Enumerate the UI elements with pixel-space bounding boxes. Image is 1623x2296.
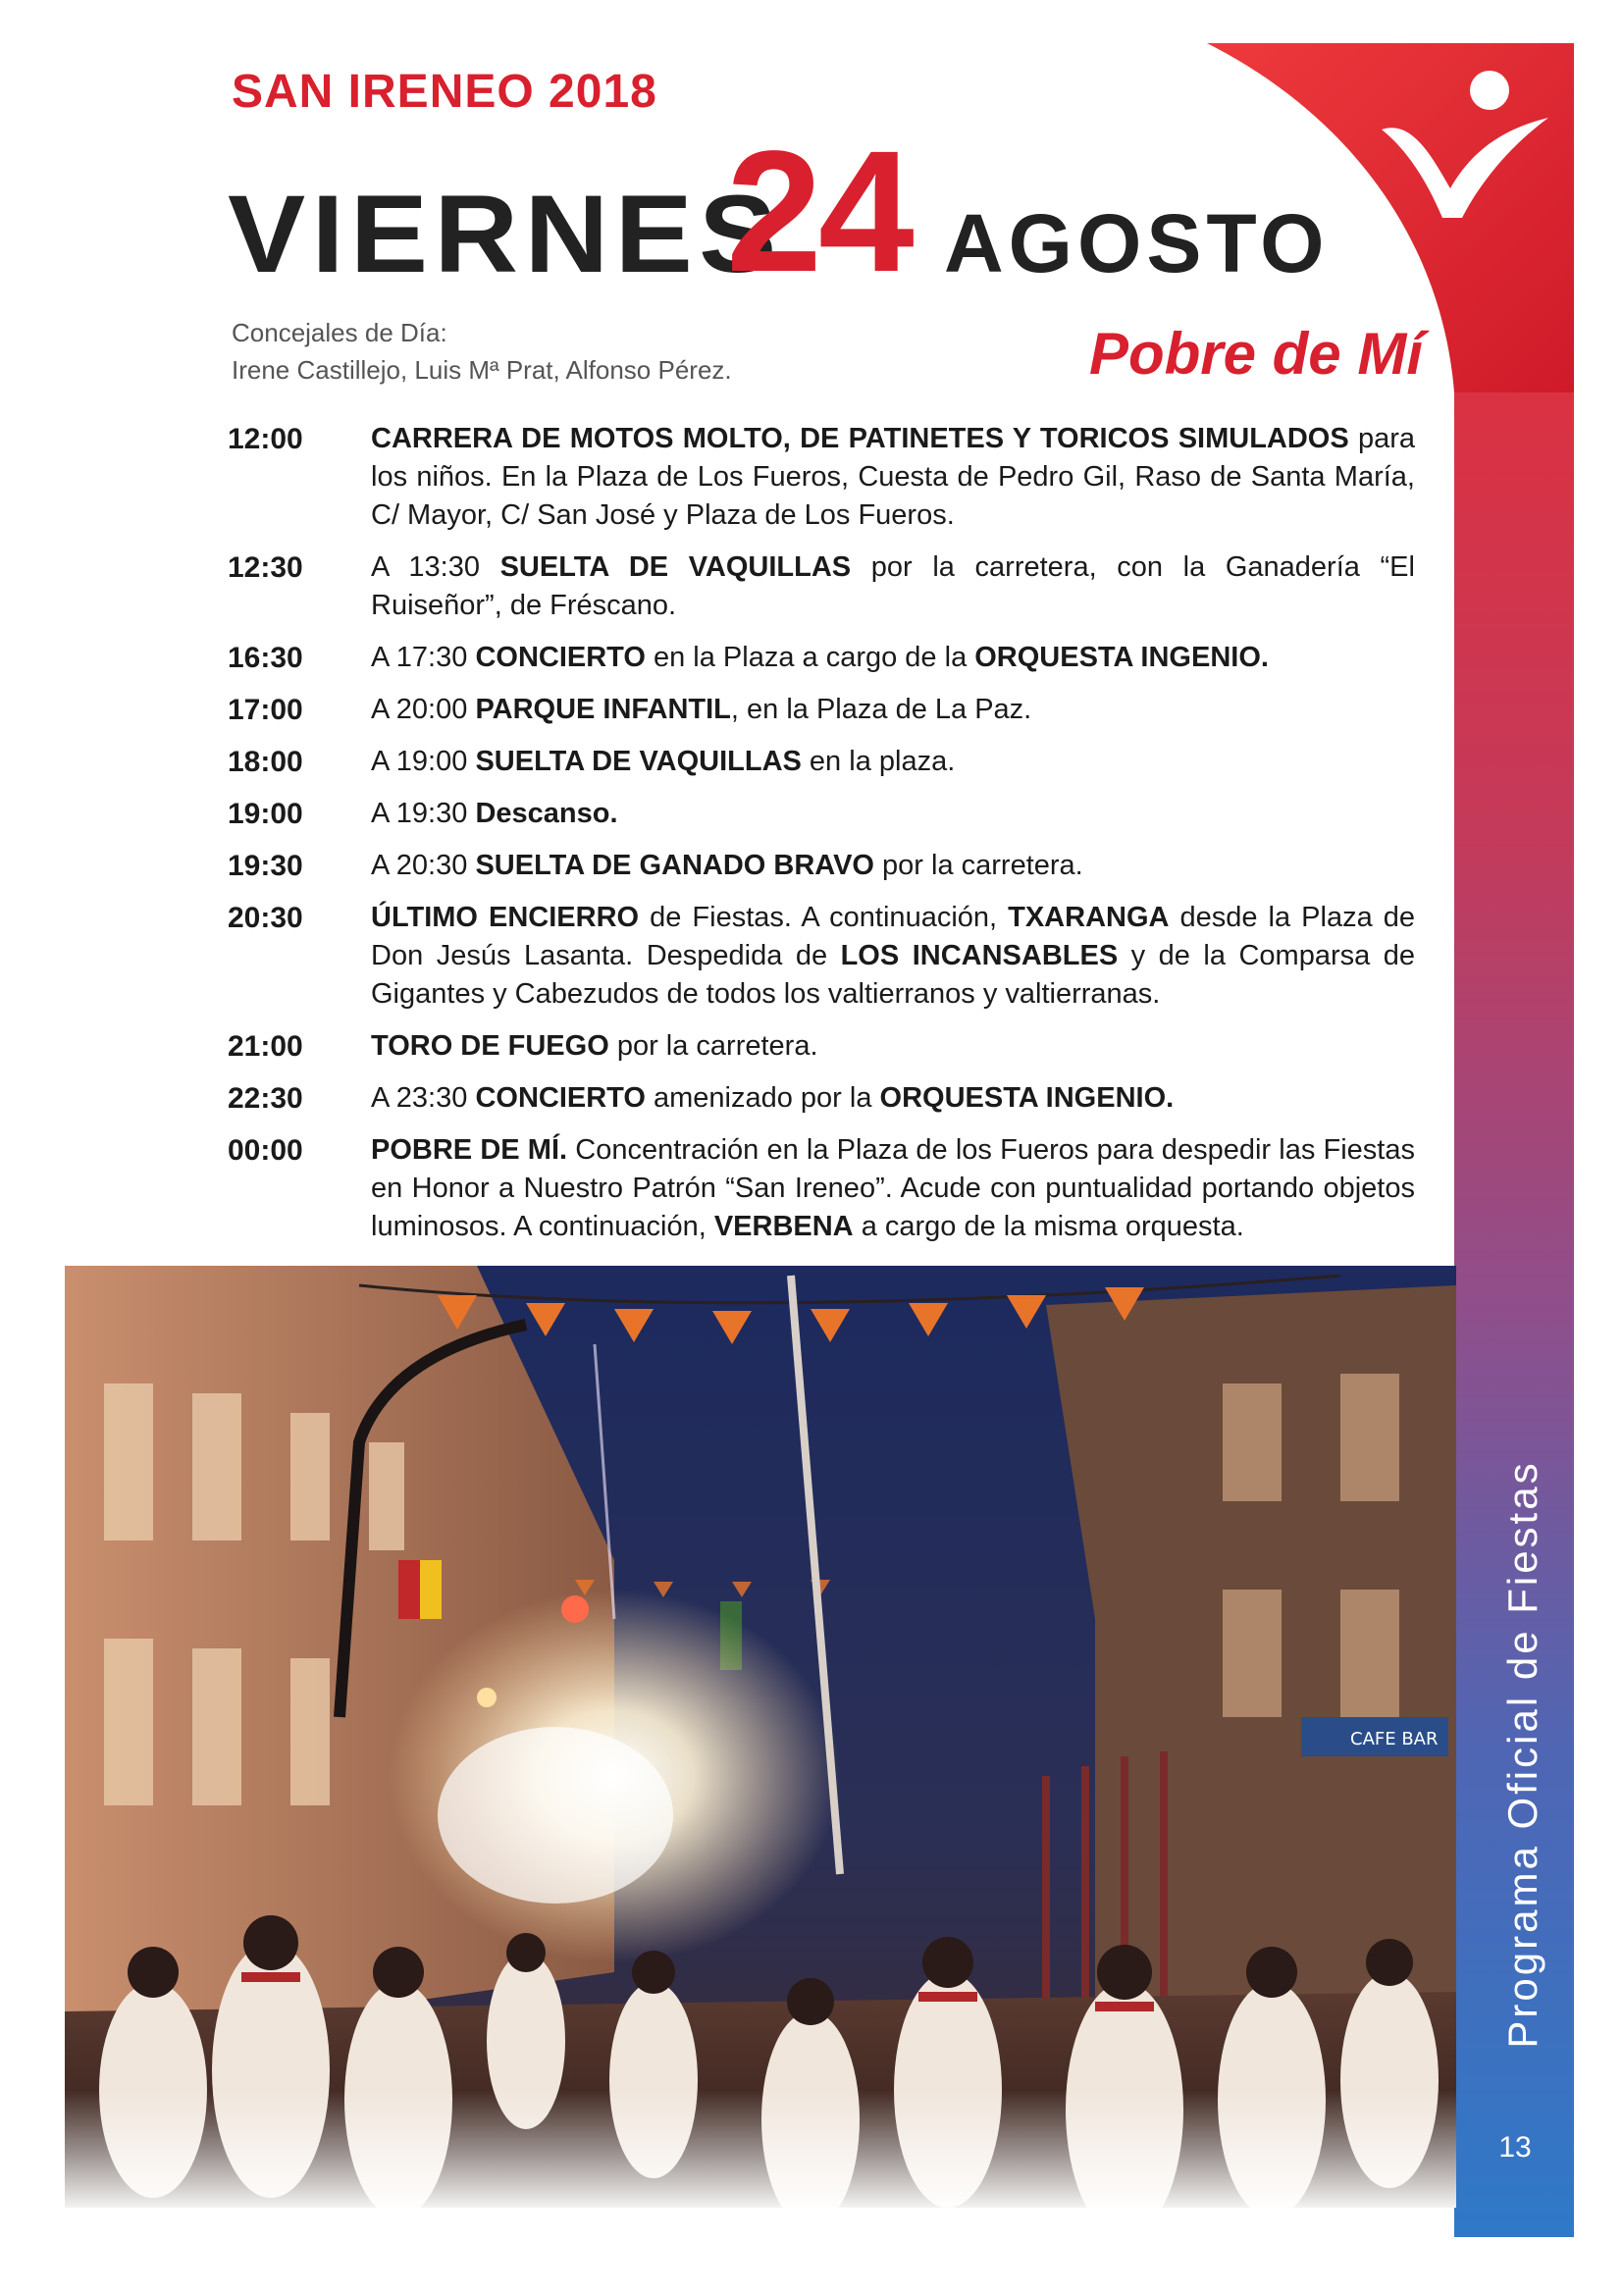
highlight-text: ORQUESTA INGENIO. — [974, 642, 1269, 673]
description-text: para los niños. En la Plaza de Los Fueros, Cuesta de Pedro Gil, Raso de Santa María, C/ Mayor, C/ San José y Plaza de Los Fueros. — [371, 423, 1415, 531]
highlight-text: PARQUE INFANTIL — [475, 694, 731, 725]
highlight-text: POBRE DE MÍ. — [371, 1134, 568, 1166]
description-text: en la Plaza a cargo de la — [645, 642, 975, 673]
description-text: , en la Plaza de La Paz. — [730, 694, 1032, 725]
schedule-item — [228, 420, 1415, 535]
description-text: desde la Plaza de Don Jesús Lasanta. Despedida de — [371, 902, 1415, 971]
schedule-item — [228, 548, 1415, 625]
month-title: AGOSTO — [944, 197, 1330, 289]
councilors-label: Concejales de Día: — [232, 318, 447, 347]
description-text: A 23:30 — [371, 1082, 476, 1114]
photo-bottom-fade — [65, 2090, 1456, 2208]
highlight-text: CONCIERTO — [475, 642, 646, 673]
schedule-description — [371, 1079, 1415, 1118]
description-text: Concentración en la Plaza de los Fueros para despedir las Fiestas en Honor a Nuestro Patrón “San Ireneo”. Acude con puntualidad portando objetos luminosos. A continuación, — [371, 1134, 1415, 1242]
schedule-list — [228, 420, 1415, 1260]
schedule-time: 17:00 — [228, 694, 303, 726]
description-text: A 19:30 — [371, 798, 476, 829]
schedule-time: 19:30 — [228, 850, 303, 882]
description-text: A 20:30 — [371, 850, 476, 881]
councilors-block — [232, 314, 732, 389]
schedule-item — [228, 691, 1415, 729]
description-text: por la carretera. — [873, 850, 1083, 881]
day-slogan: Pobre de Mí — [1088, 321, 1423, 387]
page-number: 13 — [1498, 2131, 1532, 2164]
event-name: SAN IRENEO 2018 — [232, 66, 657, 118]
date-title — [228, 116, 1330, 308]
highlight-text: LOS INCANSABLES — [840, 940, 1119, 971]
weekday-title: VIERNES — [228, 173, 783, 295]
description-text: A 19:00 — [371, 746, 476, 777]
schedule-description — [371, 1131, 1415, 1246]
description-text: y de la Comparsa de Gigantes y Cabezudos de todos los valtierranos y valtierranas. — [371, 940, 1415, 1010]
description-text: A 17:30 — [371, 642, 476, 673]
schedule-time: 22:30 — [228, 1082, 303, 1115]
description-text: por la carretera, con la Ganadería “El Ruiseñor”, de Fréscano. — [371, 551, 1415, 621]
schedule-time: 21:00 — [228, 1030, 303, 1063]
schedule-description — [371, 1027, 1415, 1066]
highlight-text: SUELTA DE VAQUILLAS — [499, 551, 852, 583]
schedule-item — [228, 743, 1415, 781]
highlight-text: Descanso. — [475, 798, 618, 829]
schedule-description — [371, 847, 1415, 885]
highlight-text: TXARANGA — [1008, 902, 1170, 933]
schedule-description — [371, 548, 1415, 625]
schedule-description — [371, 899, 1415, 1014]
highlight-text: CARRERA DE MOTOS MOLTO, DE PATINETES Y TORICOS SIMULADOS — [371, 423, 1349, 454]
event-photo — [65, 1266, 1456, 2208]
schedule-description — [371, 639, 1415, 677]
schedule-time: 16:30 — [228, 642, 303, 674]
description-text: a cargo de la misma orquesta. — [853, 1211, 1244, 1242]
schedule-time: 20:30 — [228, 902, 303, 934]
highlight-text: VERBENA — [713, 1211, 854, 1242]
schedule-time: 19:00 — [228, 798, 303, 830]
schedule-item — [228, 795, 1415, 833]
councilors-names: Irene Castillejo, Luis Mª Prat, Alfonso Pérez. — [232, 355, 732, 385]
day-number: 24 — [726, 116, 911, 308]
description-text: en la plaza. — [801, 746, 956, 777]
schedule-time: 18:00 — [228, 746, 303, 778]
program-vertical-title: Programa Oficial de Fiestas — [1499, 1460, 1545, 2049]
schedule-item — [228, 1131, 1415, 1246]
highlight-text: ORQUESTA INGENIO. — [879, 1082, 1175, 1114]
description-text: amenizado por la — [645, 1082, 880, 1114]
schedule-description — [371, 795, 1415, 833]
cafe-sign-text: CAFE BAR — [1350, 1729, 1439, 1749]
highlight-text: CONCIERTO — [475, 1082, 646, 1114]
schedule-description — [371, 743, 1415, 781]
description-text: A 13:30 — [371, 551, 500, 583]
schedule-item — [228, 1079, 1415, 1118]
description-text: A 20:00 — [371, 694, 476, 725]
schedule-time: 12:00 — [228, 423, 303, 455]
schedule-time: 00:00 — [228, 1134, 303, 1167]
schedule-description — [371, 420, 1415, 535]
schedule-item — [228, 847, 1415, 885]
description-text: por la carretera. — [608, 1030, 818, 1062]
highlight-text: SUELTA DE VAQUILLAS — [475, 746, 802, 777]
festival-logo-icon — [1372, 61, 1558, 228]
schedule-item — [228, 899, 1415, 1014]
description-text: de Fiestas. A continuación, — [639, 902, 1009, 933]
highlight-text: ÚLTIMO ENCIERRO — [371, 902, 640, 933]
schedule-item — [228, 1027, 1415, 1066]
schedule-item — [228, 639, 1415, 677]
street-festival-night-photo — [65, 1266, 1456, 2208]
schedule-description — [371, 691, 1415, 729]
schedule-time: 12:30 — [228, 551, 303, 584]
highlight-text: TORO DE FUEGO — [371, 1030, 609, 1062]
highlight-text: SUELTA DE GANADO BRAVO — [475, 850, 874, 881]
